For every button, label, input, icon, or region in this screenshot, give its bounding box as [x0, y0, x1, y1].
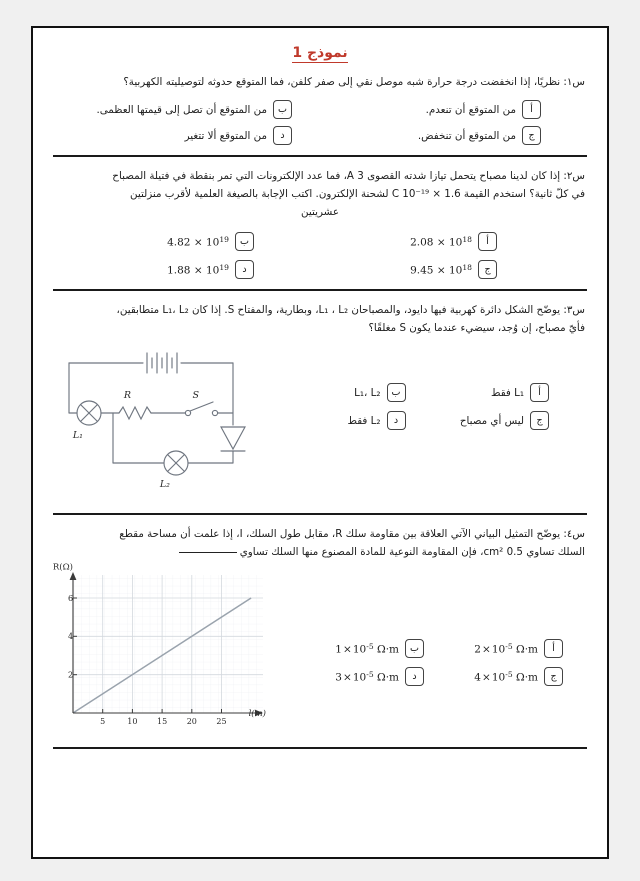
option-letter-d: د [405, 667, 424, 686]
option-label-c: من المتوقع أن تنخفض. [417, 129, 516, 142]
option-3d[interactable] [272, 411, 428, 430]
option-value-a: $2.08 \times 10^{18}$ [410, 234, 472, 249]
svg-text:20: 20 [186, 717, 197, 727]
option-1c[interactable] [320, 126, 583, 145]
option-3a[interactable] [428, 383, 584, 402]
title-container [51, 28, 589, 63]
question-4-body [51, 561, 589, 739]
question-2-text-line-2: في كلّ ثانية؟ استخدم القيمة C 10⁻¹⁹ × 1.6 لشحنة الإلكترون. اكتب الإجابة بالصيغة العلمية لأقرب منزلتين [130, 188, 585, 201]
option-label-c: ليس أي مصباح [459, 414, 524, 427]
question-3-text-line-2: فأيّ مصباح، إن وُجد، سيضيء عندما يكون S مغلقًا؟ [368, 322, 585, 335]
lamp-l2-label: L₂ [159, 479, 170, 491]
question-1-options [51, 91, 589, 147]
option-letter-b: ب [273, 100, 292, 119]
option-value-a: 2 × $10^{-5}$ Ω·m [474, 641, 538, 656]
option-value-b: $4.82 \times 10^{19}$ [167, 234, 229, 249]
option-letter-a: أ [478, 232, 497, 251]
option-letter-b: ب [405, 639, 424, 658]
resistor-label: R [123, 390, 131, 402]
option-4c[interactable] [436, 667, 583, 686]
question-4-block [51, 515, 589, 749]
option-label-d: L₂ فقط [347, 414, 381, 427]
option-label-d: من المتوقع ألا تتغير [184, 129, 267, 142]
chart-y-axis-label: R(Ω) [52, 563, 73, 573]
chart-x-tick-labels [100, 717, 226, 726]
page-content [33, 28, 607, 857]
lamp-l1-label: L₁ [72, 430, 83, 442]
svg-text:6: 6 [68, 594, 74, 604]
option-label-b: L₁، L₂ [354, 386, 381, 399]
option-1d[interactable] [57, 126, 320, 145]
option-4b[interactable] [289, 639, 436, 658]
option-value-d: 3 × $10^{-5}$ Ω·m [335, 669, 399, 684]
option-4a[interactable] [436, 639, 583, 658]
option-label-a: L₁ فقط [490, 386, 524, 399]
separator-4 [53, 747, 587, 749]
question-4-text-line-1: س٤: يوضّح التمثيل البياني الآتي العلاقة بين مقاومة سلك R، مقابل طول السلك، I، إذا علمت أن مساحة مقطع [119, 528, 585, 541]
option-letter-c: ج [544, 667, 563, 686]
question-2-text-line-3: عشريتين [301, 206, 339, 219]
question-4-options [283, 561, 589, 688]
svg-text:4: 4 [68, 632, 74, 642]
question-3-text-line-1: س٣: يوضّح الشكل دائرة كهربية فيها دايود، والمصباحان L₁ ، L₂، وبطارية، والمفتاح S. إذا كان L₁، L₂ متطابقين، [116, 304, 585, 317]
question-4-options-side [283, 561, 589, 688]
question-3-options-side [266, 337, 589, 432]
option-letter-c: ج [478, 260, 497, 279]
option-letter-a: أ [522, 100, 541, 119]
switch-label: S [192, 390, 199, 402]
chart-x-axis-label: l(m) [248, 709, 266, 720]
option-letter-d: د [387, 411, 406, 430]
option-2a[interactable] [320, 232, 583, 251]
option-letter-b: ب [387, 383, 406, 402]
option-value-d: $1.88 \times 10^{19}$ [167, 262, 229, 277]
option-label-b: من المتوقع أن تصل إلى قيمتها العظمى. [96, 103, 267, 116]
resistance-length-chart [51, 563, 283, 735]
page-title: نموذج 1 [292, 45, 348, 61]
svg-text:5: 5 [100, 717, 106, 727]
option-1a[interactable] [320, 100, 583, 119]
option-value-b: 1 × $10^{-5}$ Ω·m [335, 641, 399, 656]
option-letter-a: أ [530, 383, 549, 402]
question-4-text-line-2 [51, 543, 589, 561]
question-1-text: س١: نظريًا، إذا انخفضت درجة حرارة شبه موصل نقي إلى صفر كلفن، فما المتوقع حدوثه لتوصيليته الكهربية؟ [123, 76, 585, 88]
option-1b[interactable] [57, 100, 320, 119]
svg-text:2: 2 [68, 670, 74, 680]
question-4-figure-side [51, 561, 283, 739]
option-letter-a: أ [544, 639, 563, 658]
question-3-block [51, 291, 589, 515]
option-2b[interactable] [57, 232, 320, 251]
option-label-a: من المتوقع أن تنعدم. [425, 103, 516, 116]
chart-y-tick-labels [68, 594, 73, 680]
option-value-c: 4 × $10^{-5}$ Ω·m [474, 669, 538, 684]
option-3b[interactable] [272, 383, 428, 402]
question-2-options [51, 221, 589, 281]
question-2-block [51, 157, 589, 291]
circuit-diagram [51, 341, 266, 501]
question-1-block [51, 63, 589, 157]
option-letter-b: ب [235, 232, 254, 251]
option-letter-c: ج [530, 411, 549, 430]
question-2-text-line-1: س٢: إذا كان لدينا مصباح يتحمل تيازا شدته القصوى 3 A، فما عدد الإلكترونات التي تمر بنقطة في فتيلة المصباح [112, 170, 585, 183]
question-3-figure-side [51, 337, 266, 505]
answer-blank [179, 552, 237, 553]
option-letter-d: د [235, 260, 254, 279]
exam-page [31, 26, 609, 859]
svg-text:25: 25 [216, 717, 227, 727]
option-letter-c: ج [522, 126, 541, 145]
svg-text:10: 10 [127, 717, 138, 727]
option-2c[interactable] [320, 260, 583, 279]
option-3c[interactable] [428, 411, 584, 430]
question-4-text-line-2-content: السلك تساوي 0.5 cm²، فإن المقاومة النوعية للمادة المصنوع منها السلك تساوي [239, 546, 585, 559]
option-letter-d: د [273, 126, 292, 145]
option-value-c: $9.45 \times 10^{18}$ [410, 262, 472, 277]
option-2d[interactable] [57, 260, 320, 279]
option-4d[interactable] [289, 667, 436, 686]
svg-text:15: 15 [157, 717, 168, 727]
question-3-options [266, 337, 589, 432]
question-3-body [51, 337, 589, 505]
